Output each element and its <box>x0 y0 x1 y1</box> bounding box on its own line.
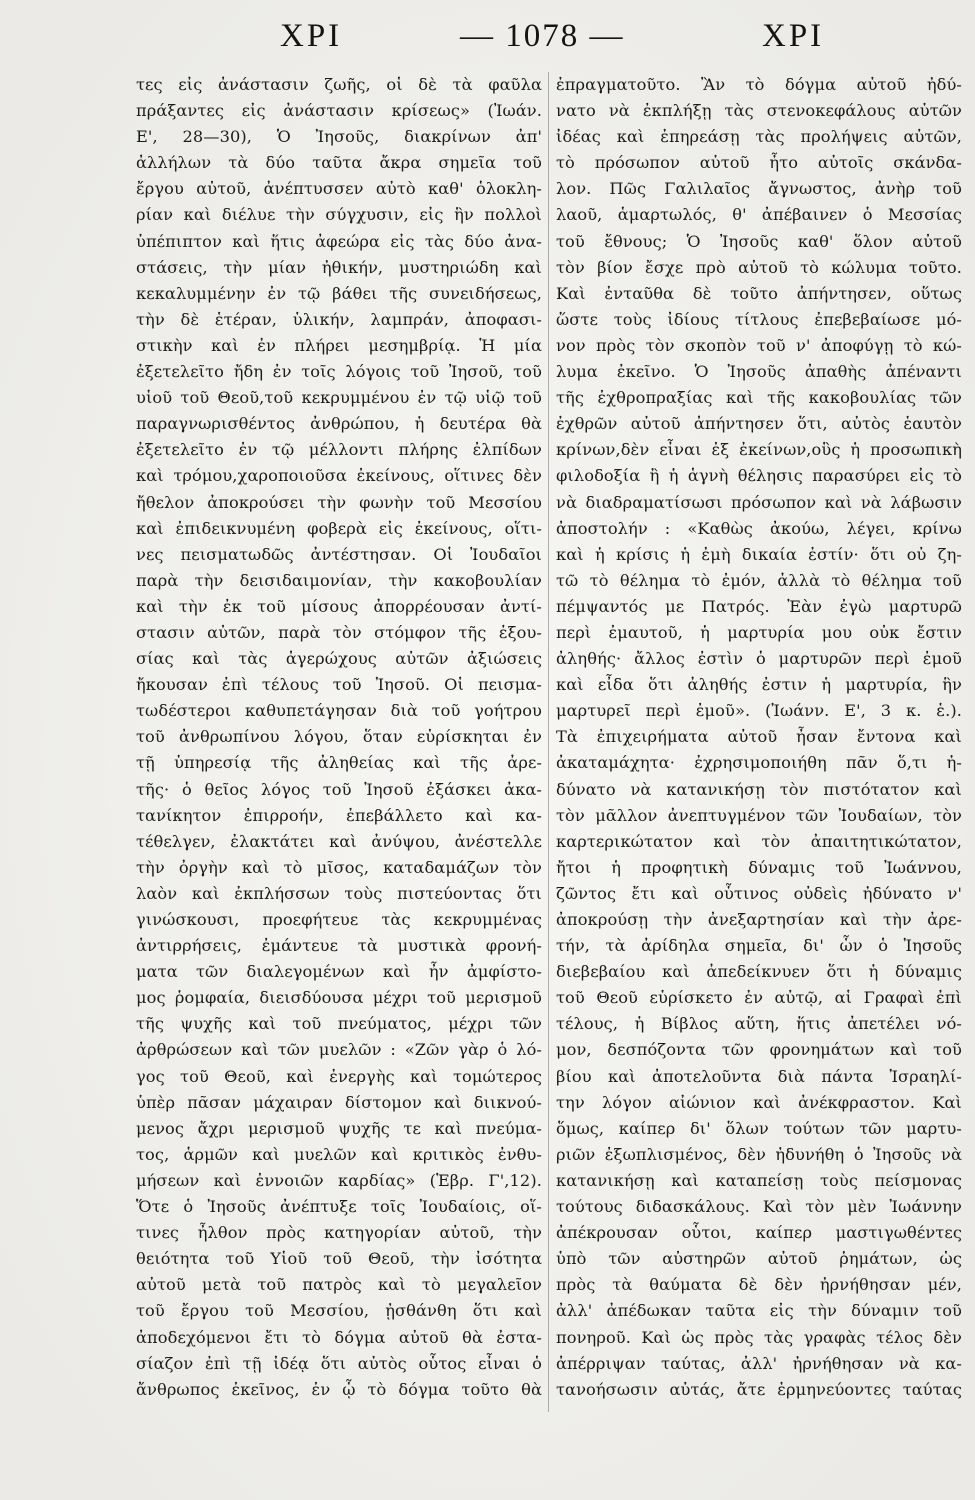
text-line: ματα τῶν διαλεγομένων καὶ ἦν ἀμφίστο- <box>136 962 542 982</box>
text-line: τινες ἦλθον πρὸς κατηγορίαν αὐτοῦ, τὴν <box>136 1223 542 1243</box>
text-line: μος ῥομφαία, διεισδύουσα μέχρι τοῦ μερισμοῦ <box>136 988 542 1008</box>
text-line: τὴν ὀργὴν καὶ τὸ μῖσος, καταδαμάζων τὸν <box>136 857 542 877</box>
text-line: παρὰ τὴν δεισιδαιμονίαν, τὴν κακοβουλίαν <box>136 570 542 590</box>
text-line: ὑπὸ τῶν αὐστηρῶν αὐτοῦ ῥημάτων, ὡς <box>556 1249 962 1269</box>
text-line: κρίνων,δὲν εἶναι ἐξ ἐκείνων,οὓς ἡ προσωπικὴ <box>556 440 962 460</box>
text-line: καὶ τρόμου,χαροποιοῦσα ἐκείνους, οἵτινες δὲν <box>136 466 542 486</box>
text-line: νον πρὸς τὸν σκοπὸν τοῦ ν' ἀποφύγῃ τὸ κώ- <box>556 335 962 355</box>
column-divider <box>548 72 549 1412</box>
text-line: μενος ἄχρι μερισμοῦ ψυχῆς τε καὶ πνεύμα- <box>136 1118 542 1138</box>
text-line: τανίκητον ἐπιρροήν, ἐπεβάλλετο καὶ κα- <box>136 805 542 825</box>
text-line: τῇ ὑπηρεσίᾳ τῆς ἀληθείας καὶ τῆς ἀρε- <box>136 753 542 773</box>
text-line: παραγνωρισθέντος ἀνθρώπου, ἡ δευτέρα θὰ <box>136 414 542 434</box>
text-line: διεβεβαίου καὶ ἀπεδείκνυεν ὅτι ἡ δύναμις <box>556 962 962 982</box>
text-line: ἀποστολήν : «Καθὼς ἀκούω, λέγει, κρίνω <box>556 518 962 538</box>
text-line: ἄνθρωπος ἐκεῖνος, ἐν ᾧ τὸ δόγμα τοῦτο θὰ <box>136 1379 542 1399</box>
text-line: τὴν δὲ ἑτέραν, ὑλικήν, λαμπράν, ἀποφασι- <box>136 309 542 329</box>
text-line: ἐχθρῶν αὐτοῦ ἀπήντησεν ὅτι, αὐτὸς ἑαυτὸν <box>556 414 962 434</box>
text-line: μον, δεσπόζοντα τῶν φρονημάτων καὶ τοῦ <box>556 1040 962 1060</box>
text-line: τέθελγεν, ἐλακτάτει καὶ ἀνύψου, ἀνέστελλε <box>136 831 542 851</box>
text-line: θειότητα τοῦ Υἱοῦ τοῦ Θεοῦ, τὴν ἰσότητα <box>136 1249 542 1269</box>
text-line: ἤκουσαν ἐπὶ τέλους τοῦ Ἰησοῦ. Οἱ πεισμα- <box>136 675 542 695</box>
text-line: καὶ ἡ κρίσις ἡ ἐμὴ δικαία ἐστίν· ὅτι οὐ ζη- <box>556 544 962 564</box>
text-line: λαοῦ, ἁμαρτωλός, θ' ἀπέβαινεν ὁ Μεσσίας <box>556 205 962 225</box>
text-line: ὑπὲρ πᾶσαν μάχαιραν δίστομον καὶ διικνού- <box>136 1092 542 1112</box>
text-line: σίας καὶ τὰς ἀγερώχους αὐτῶν ἀξιώσεις <box>136 649 542 669</box>
text-line: τωδέστεροι καθυπετάγησαν διὰ τοῦ γοήτρου <box>136 701 542 721</box>
left-column <box>136 72 542 1492</box>
text-line: κατανικήσῃ καὶ καταπείσῃ τοὺς πείσμονας <box>556 1170 962 1190</box>
text-line: ἰδέας καὶ ἐπηρεάσῃ τὰς προλήψεις αὐτῶν, <box>556 127 962 147</box>
text-line: πρὸς τὰ θαύματα δὲ δὲν ἠρνήθησαν μέν, <box>556 1275 962 1295</box>
text-line: στάσεις, τὴν μίαν ἠθικήν, μυστηριώδη καὶ <box>136 257 542 277</box>
text-line: καὶ ἐπιδεικνυμένη φοβερὰ εἰς ἐκείνους, οἵτι- <box>136 518 542 538</box>
text-line: ἀρθρώσεων καὶ τῶν μυελῶν : «Ζῶν γὰρ ὁ λό- <box>136 1040 542 1060</box>
text-line: ριῶν ἐξωπλισμένος, δὲν ἠδυνήθη ὁ Ἰησοῦς νὰ <box>556 1144 962 1164</box>
text-line: ἀκαταμάχητα· ἐχρησιμοποιήθη πᾶν ὅ,τι ἠ- <box>556 753 962 773</box>
text-line: Ὅτε ὁ Ἰησοῦς ἀνέπτυξε τοῖς Ἰουδαίοις, οἵ- <box>136 1197 542 1217</box>
text-line: ἀπέκρουσαν οὗτοι, καίπερ μαστιγωθέντες <box>556 1223 962 1243</box>
text-line: ἐξετελεῖτο ἤδη ἐν τοῖς λόγοις τοῦ Ἰησοῦ, τοῦ <box>136 362 542 382</box>
text-line: πράξαντες εἰς ἀνάστασιν κρίσεως» (Ἰωάν. <box>136 101 542 121</box>
text-line: πονηροῦ. Καὶ ὡς πρὸς τὰς γραφὰς τέλος δὲν <box>556 1327 962 1347</box>
text-line: βίου καὶ ἀποτελοῦντα διὰ πάντα Ἰσραηλί- <box>556 1066 962 1086</box>
text-line: ἤθελον ἀποκρούσει τὴν φωνὴν τοῦ Μεσσίου <box>136 492 542 512</box>
text-line: καὶ εἶδα ὅτι ἀληθής ἐστιν ἡ μαρτυρία, ἣν <box>556 675 962 695</box>
text-line: τοῦ ἀνθρωπίνου λόγου, ὅταν εὑρίσκηται ἐν <box>136 727 542 747</box>
page-number: — 1078 — <box>460 18 625 54</box>
text-line: ὥστε τοὺς ἰδίους τίτλους ἐπεβεβαίωσε μό- <box>556 309 962 329</box>
text-line: ὅμως, καίπερ δι' ὅλων τούτων τῶν μαρτυ- <box>556 1118 962 1138</box>
text-line: τούτους διδασκάλους. Καὶ τὸν μὲν Ἰωάννην <box>556 1197 962 1217</box>
text-line: περὶ ἐμαυτοῦ, ἡ μαρτυρία μου οὐκ ἔστιν <box>556 622 962 642</box>
text-line: τοῦ ἔργου τοῦ Μεσσίου, ᾐσθάνθη ὅτι καὶ <box>136 1301 542 1321</box>
text-line: τες εἰς ἀνάστασιν ζωῆς, οἱ δὲ τὰ φαῦλα <box>136 75 542 94</box>
text-line: λον. Πῶς Γαλιλαῖος ἄγνωστος, ἀνὴρ τοῦ <box>556 179 962 199</box>
text-line: υἱοῦ τοῦ Θεοῦ,τοῦ κεκρυμμένου ἐν τῷ υἱῷ τοῦ <box>136 388 542 408</box>
text-line: τὸν μᾶλλον ἀνεπτυγμένον τῶν Ἰουδαίων, τὸν <box>556 805 962 825</box>
text-line: ζῶντος ἔτι καὶ οὗτινος οὐδεὶς ἠδύνατο ν' <box>556 883 962 903</box>
text-line: λαὸν καὶ ἐκπλήσσων τοὺς πιστεύοντας ὅτι <box>136 883 542 903</box>
text-line: τῆς ἐχθροπραξίας καὶ τῆς κακοβουλίας τῶν <box>556 388 962 408</box>
text-line: αὐτοῦ μετὰ τοῦ πατρὸς καὶ τὸ μεγαλεῖον <box>136 1275 542 1295</box>
text-line: ἤτοι ἡ προφητικὴ δύναμις τοῦ Ἰωάννου, <box>556 857 962 877</box>
text-line: μήσεων καὶ ἐννοιῶν καρδίας» (Ἑβρ. Γ',12). <box>136 1170 542 1190</box>
header-left-keyword: XPI <box>280 18 343 54</box>
text-line: Καὶ ἐνταῦθα δὲ τοῦτο ἀπήντησεν, οὕτως <box>556 283 962 303</box>
text-line: τέλους, ἡ Βίβλος αὕτη, ἥτις ἀπετέλει νό- <box>556 1014 962 1034</box>
text-line: ἔργου αὐτοῦ, ἀνέπτυσσεν αὐτὸ καθ' ὁλοκλη- <box>136 179 542 199</box>
text-line: καὶ τὴν ἐκ τοῦ μίσους ἀπορρέουσαν ἀντί- <box>136 596 542 616</box>
text-line: τῆς ψυχῆς καὶ τοῦ πνεύματος, μέχρι τῶν <box>136 1014 542 1034</box>
text-line: ἀντιρρήσεις, ἐμάντευε τὰ μυστικὰ φρονή- <box>136 936 542 956</box>
text-line: τανοήσωσιν αὐτάς, ἄτε ἑρμηνεύοντες ταύτας <box>556 1379 962 1399</box>
text-line: τος, ἁρμῶν καὶ μυελῶν καὶ κριτικὸς ἐνθυ- <box>136 1144 542 1164</box>
text-line: καρτερικώτατον καὶ τὸν ἀπαιτητικώτατον, <box>556 831 962 851</box>
text-line: νὰ διαδραματίσωσι πρόσωπον καὶ νὰ λάβωσιν <box>556 492 962 512</box>
text-line: τοῦ Θεοῦ εὑρίσκετο ἐν αὐτῷ, αἱ Γραφαὶ ἐπὶ <box>556 988 962 1008</box>
text-line: ρίαν καὶ διέλυε τὴν σύγχυσιν, εἰς ἣν πολλοὶ <box>136 205 542 225</box>
right-column <box>556 72 964 1492</box>
text-line: φιλοδοξία ἢ ἡ ἁγνὴ θέλησις παρασύρει εἰς τὸ <box>556 466 962 486</box>
text-line: λυμα ἐκεῖνο. Ὁ Ἰησοῦς ἀπαθὴς ἀπέναντι <box>556 362 962 382</box>
text-line: πέμψαντός με Πατρός. Ἐὰν ἐγὼ μαρτυρῶ <box>556 596 962 616</box>
text-line: τήν, τὰ ἀρίδηλα σημεῖα, δι' ὧν ὁ Ἰησοῦς <box>556 936 962 956</box>
text-line: τῆς· ὁ θεῖος λόγος τοῦ Ἰησοῦ ἐξάσκει ἀκα- <box>136 779 542 799</box>
text-line: ἀληθής· ἄλλος ἐστὶν ὁ μαρτυρῶν περὶ ἐμοῦ <box>556 649 962 669</box>
text-line: σίαζον ἐπὶ τῇ ἰδέᾳ ὅτι αὐτὸς οὗτος εἶναι ὁ <box>136 1353 542 1373</box>
text-line: τοῦ ἔθνους; Ὁ Ἰησοῦς καθ' ὅλον αὐτοῦ <box>556 231 962 251</box>
text-line: δύνατο νὰ κατανικήσῃ τὸν πιστότατον καὶ <box>556 779 962 799</box>
text-line: γος τοῦ Θεοῦ, καὶ ἐνεργὴς καὶ τομώτερος <box>136 1066 542 1086</box>
text-line: ἐξετελεῖτο ἐν τῷ μέλλοντι πλήρης ἐλπίδων <box>136 440 542 460</box>
text-line: τὸ πρόσωπον αὐτοῦ ἦτο αὐτοῖς σκάνδα- <box>556 153 962 173</box>
text-line: ἀποκρούσῃ τὴν ἀνεξαρτησίαν καὶ τὴν ἀρε- <box>556 910 962 929</box>
text-line: στικὴν καὶ ἐν πλήρει μεσημβρίᾳ. Ἡ μία <box>136 335 542 355</box>
text-line: στασιν αὐτῶν, παρὰ τὸν στόμφον τῆς ἐξου- <box>136 622 542 642</box>
text-line: τῶ τὸ θέλημα τὸ ἐμόν, ἀλλὰ τὸ θέλημα τοῦ <box>556 570 962 590</box>
text-line: ἀποδεχόμενοι ἔτι τὸ δόγμα αὐτοῦ θὰ ἐστα- <box>136 1327 542 1347</box>
text-line: ἐπραγματοῦτο. Ἂν τὸ δόγμα αὐτοῦ ἠδύ- <box>556 75 962 94</box>
text-line: νατο νὰ ἐκπλήξῃ τὰς στενοκεφάλους αὐτῶν <box>556 101 962 121</box>
text-line: γινώσκουσι, προεφήτευε τὰς κεκρυμμένας <box>136 910 542 929</box>
text-line: μαρτυρεῖ περὶ ἐμοῦ». (Ἰωάνν. Ε', 3 κ. ἑ.). <box>556 701 962 721</box>
text-line: κεκαλυμμένην ἐν τῷ βάθει τῆς συνειδήσεως, <box>136 283 542 303</box>
text-line: ἀπέρριψαν ταύτας, ἀλλ' ἠρνήθησαν νὰ κα- <box>556 1353 962 1373</box>
header-right-keyword: XPI <box>762 18 825 54</box>
text-line: την λόγον αἰώνιον καὶ ἀνέκφραστον. Καὶ <box>556 1092 962 1112</box>
text-line: ἀλλήλων τὰ δύο ταῦτα ἄκρα σημεῖα τοῦ <box>136 153 542 173</box>
text-line: ἀλλ' ἀπέδωκαν ταῦτα εἰς τὴν δύναμιν τοῦ <box>556 1301 962 1321</box>
text-line: νες πεισματωδῶς ἀντέστησαν. Οἱ Ἰουδαῖοι <box>136 544 542 564</box>
text-line: Ε', 28—30), Ὁ Ἰησοῦς, διακρίνων ἀπ' <box>136 127 542 147</box>
text-line: τὸν βίον ἔσχε πρὸ αὐτοῦ τὸ κώλυμα τοῦτο. <box>556 257 962 277</box>
text-line: Τὰ ἐπιχειρήματα αὐτοῦ ἦσαν ἔντονα καὶ <box>556 727 962 747</box>
text-line: ὑπέπιπτον καὶ ἥτις ἀφεώρα εἰς τὰς δύο ἀνα- <box>136 231 542 251</box>
running-header <box>130 14 960 58</box>
